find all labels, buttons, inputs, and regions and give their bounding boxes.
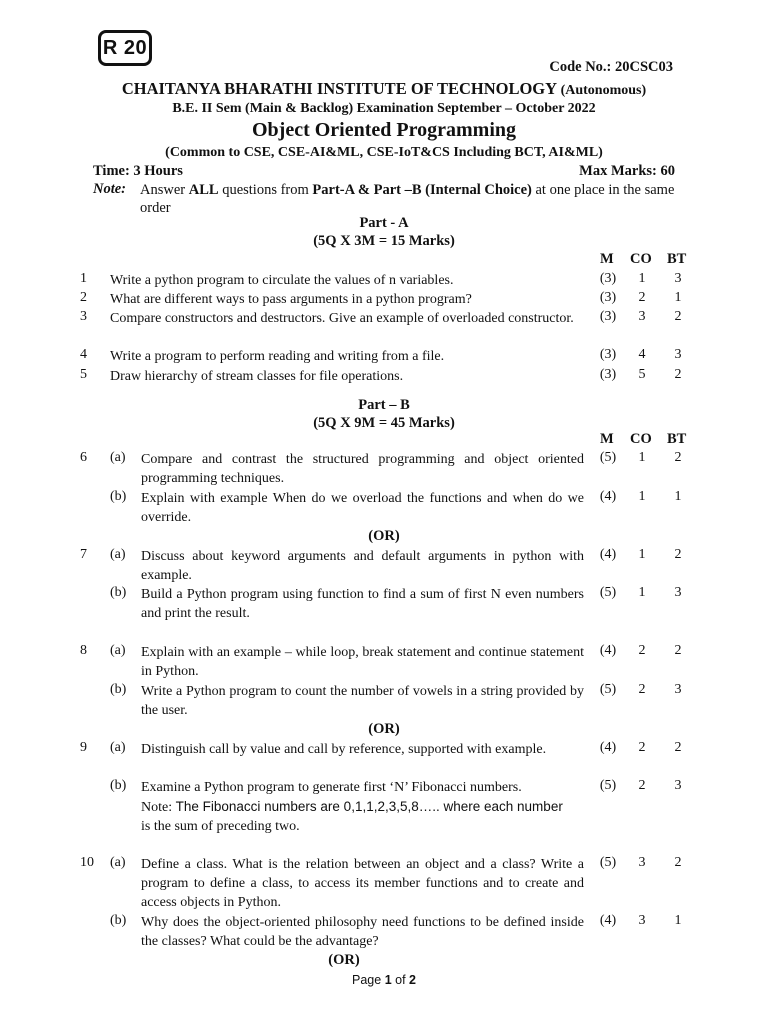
question-co: 2 [638,290,646,305]
question-marks: (5) [599,855,617,870]
col-header-m: M [600,251,614,267]
col-header-bt: BT [667,431,687,447]
question-text: Compare and contrast the structured programming and object oriented programming techniques. [141,452,584,486]
question-bt: 3 [674,778,682,793]
note-text [140,181,680,217]
question-co: 4 [638,347,646,362]
question-marks: (4) [599,547,617,562]
sub-question-label: (b) [110,778,127,793]
question-bt: 1 [674,290,682,305]
sub-question-label: (a) [110,643,126,658]
question-bt: 3 [674,347,682,362]
question-co: 1 [638,585,646,600]
question-marks: (3) [599,367,617,382]
question-text: Write a python program to circulate the values of n variables. [110,273,454,288]
part-a-title: Part - A [359,215,409,231]
question-marks: (5) [599,585,617,600]
question-text: Discuss about keyword arguments and default arguments in python with example. [141,549,584,583]
question-number: 3 [80,309,87,324]
question-bt: 2 [674,450,682,465]
question-number: 5 [80,367,87,382]
question-bt: 2 [674,367,682,382]
subject-title: Object Oriented Programming [251,119,516,141]
note-pre: Answer [140,182,189,198]
question-bt: 1 [674,489,682,504]
institute-suffix: (Autonomous) [560,83,647,98]
fibonacci-note [141,797,584,817]
part-a-marks: (5Q X 3M = 15 Marks) [313,233,455,249]
exam-title: B.E. II Sem (Main & Backlog) Examination September – October 2022 [172,101,596,116]
fibonacci-note-body: The Fibonacci numbers are 0,1,1,2,3,5,8….. where each number [175,799,563,814]
question-co: 3 [638,913,646,928]
max-marks: Max Marks: 60 [579,163,675,179]
question-text: Why does the object-oriented philosophy need functions to be defined inside the classes? What could be the advantage? [141,915,584,949]
question-text: Compare constructors and destructors. Give an example of overloaded constructor. [110,311,574,326]
sub-question-label: (a) [110,547,126,562]
question-co: 1 [638,489,646,504]
institute-name [0,79,768,99]
question-co: 1 [638,547,646,562]
question-text: Distinguish call by value and call by reference, supported with example. [141,742,547,757]
question-number: 4 [80,347,87,362]
question-number: 7 [80,547,87,562]
question-marks: (3) [599,271,617,286]
question-number: 6 [80,450,87,465]
code-number: Code No.: 20CSC03 [549,59,673,75]
question-number: 1 [80,271,87,286]
fibonacci-question: Examine a Python program to generate first ‘N’ Fibonacci numbers. [141,780,522,795]
question-co: 2 [638,682,646,697]
col-header-co: CO [630,251,652,267]
question-bt: 3 [674,585,682,600]
question-number: 9 [80,740,87,755]
footer-total: 2 [409,973,416,987]
note-post: at one place in the same order [140,182,675,216]
fibonacci-note-end: is the sum of preceding two. [141,819,300,834]
question-bt: 2 [674,547,682,562]
fibonacci-note-label: Note: [141,800,176,815]
question-text [141,778,584,836]
sub-question-label: (a) [110,740,126,755]
sub-question-label: (a) [110,855,126,870]
sub-question-label: (b) [110,913,127,928]
question-marks: (3) [599,290,617,305]
question-text: What are different ways to pass arguments in a python program? [110,292,472,307]
time-allowed: Time: 3 Hours [93,163,183,179]
question-bt: 3 [674,271,682,286]
question-marks: (5) [599,682,617,697]
question-bt: 2 [674,309,682,324]
question-text: Define a class. What is the relation between an object and a class? Write a program to define a class, to access its member functions and to create and access objects in Python. [141,857,584,910]
question-number: 2 [80,290,87,305]
footer-pre: Page [352,973,385,987]
note-mid: questions from [218,182,313,198]
or-separator: (OR) [368,721,400,737]
question-bt: 2 [674,740,682,755]
or-separator: (OR) [368,528,400,544]
footer-page: 1 [384,973,392,987]
question-co: 1 [638,450,646,465]
question-co: 3 [638,855,646,870]
question-marks: (3) [599,309,617,324]
col-header-m: M [600,431,614,447]
question-co: 3 [638,309,646,324]
common-to: (Common to CSE, CSE-AI&ML, CSE-IoT&CS Including BCT, AI&ML) [165,145,603,160]
question-bt: 2 [674,855,682,870]
question-marks: (4) [599,740,617,755]
question-co: 2 [638,643,646,658]
question-text: Write a program to perform reading and writing from a file. [110,349,445,364]
question-marks: (4) [599,913,617,928]
question-co: 1 [638,271,646,286]
question-text: Explain with an example – while loop, break statement and continue statement in Python. [141,645,584,679]
part-b-title: Part – B [358,397,410,413]
question-text: Write a Python program to count the number of vowels in a string provided by the user. [141,684,584,718]
question-bt: 3 [674,682,682,697]
note-all: ALL [188,182,219,198]
or-separator: (OR) [328,952,360,968]
part-b-marks: (5Q X 9M = 45 Marks) [313,415,455,431]
sub-question-label: (b) [110,489,127,504]
r20-logo: R 20 [98,30,152,66]
page-footer [0,973,768,987]
col-header-co: CO [630,431,652,447]
note-label: Note: [93,181,127,197]
question-co: 2 [638,740,646,755]
question-marks: (3) [599,347,617,362]
question-number: 8 [80,643,87,658]
sub-question-label: (b) [110,585,127,600]
question-marks: (4) [599,643,617,658]
question-marks: (5) [599,450,617,465]
institute-title: CHAITANYA BHARATHI INSTITUTE OF TECHNOLOGY [121,79,557,98]
col-header-bt: BT [667,251,687,267]
sub-question-label: (a) [110,450,126,465]
question-text: Draw hierarchy of stream classes for file operations. [110,369,404,384]
question-text: Explain with example When do we overload the functions and when do we override. [141,491,584,525]
question-co: 2 [638,778,646,793]
footer-mid: of [391,973,410,987]
question-co: 5 [638,367,646,382]
question-text: Build a Python program using function to find a sum of first N even numbers and print the result. [141,587,584,621]
note-parts: Part-A & Part –B (Internal Choice) [312,182,532,198]
question-marks: (4) [599,489,617,504]
question-marks: (5) [599,778,617,793]
question-bt: 1 [674,913,682,928]
question-number: 10 [80,855,94,870]
sub-question-label: (b) [110,682,127,697]
question-bt: 2 [674,643,682,658]
